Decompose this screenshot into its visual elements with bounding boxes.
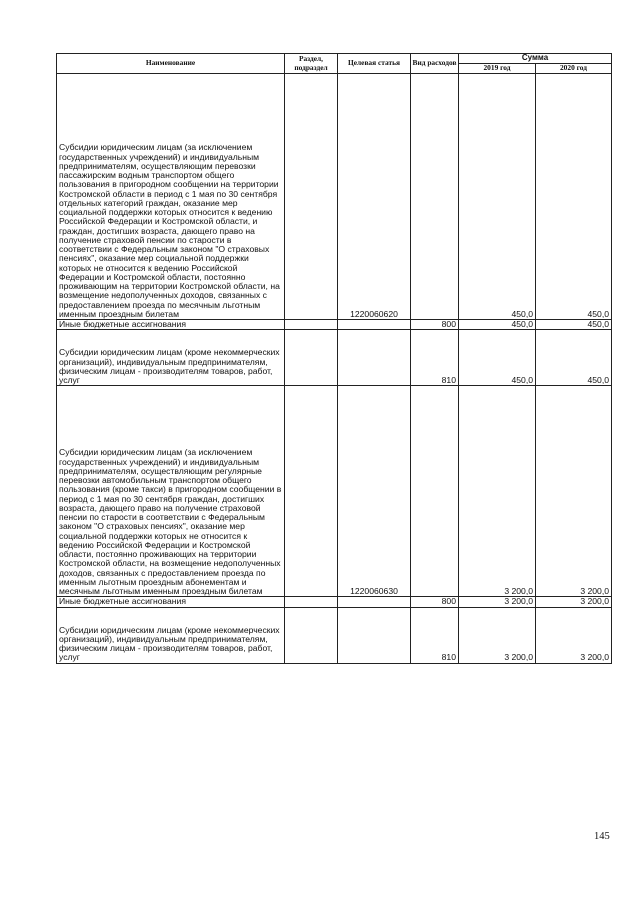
row-type: [411, 74, 459, 320]
row-section: [285, 597, 338, 607]
row-sum-2020: 450,0: [536, 74, 612, 320]
header-year-2020: 2020 год: [536, 64, 612, 74]
row-type: 800: [411, 320, 459, 330]
table-row: [57, 607, 612, 663]
row-name: Иные бюджетные ассигнования: [57, 597, 285, 607]
row-sum-2020: 450,0: [536, 320, 612, 330]
row-sum-2019: 3 200,0: [459, 386, 536, 597]
row-target: 1220060620: [338, 74, 411, 320]
row-type: 810: [411, 330, 459, 386]
row-section: [285, 320, 338, 330]
row-sum-2019: 450,0: [459, 330, 536, 386]
row-sum-2019: 450,0: [459, 74, 536, 320]
header-name: Наименование: [57, 54, 285, 74]
header-sum: Сумма: [459, 54, 612, 64]
row-sum-2020: 450,0: [536, 330, 612, 386]
row-sum-2019: 3 200,0: [459, 597, 536, 607]
row-name: Субсидии юридическим лицам (за исключением государственных учреждений) и индивидуальным предпринимателям, осуществляющим регулярные перевозки автомобильным транспортом общего пользования (кроме такси) в пригородном сообщении в период с 1 мая по 30 сентября граждан, достигших возраста, дающего право на получение страховой пенсии по старости в соответствии с Федеральным законом "О страховых пенсиях", оказание мер социальной поддержки которых не относится к ведению Российской Федерации и Костромской области, постоянно проживающих на территории Костромской области, на возмещение недополученных доходов, связанных с предоставлением проезда по именным льготным проездным абонементам и месячным льготным именным проездным билетам: [57, 386, 285, 597]
row-type: [411, 386, 459, 597]
row-sum-2019: 450,0: [459, 320, 536, 330]
row-name: Субсидии юридическим лицам (кроме некоммерческих организаций), индивидуальным предпринимателям, физическим лицам - производителям товаров, работ, услуг: [57, 330, 285, 386]
table-row: [57, 597, 612, 607]
row-name: Субсидии юридическим лицам (за исключением государственных учреждений) и индивидуальным предпринимателям, осуществляющим перевозки пассажирским водным транспортом общего пользования в пригородном сообщении на территории Костромской области в период с 1 мая по 30 сентября отдельных категорий граждан, оказание мер социальной поддержки которых относится к ведению Российской Федерации и Костромской области, и граждан, достигших возраста, дающего право на получение страховой пенсии по старости в соответствии с Федеральным законом "О страховых пенсиях", оказание мер социальной поддержки которых не относится к ведению Российской Федерации и Костромской области, постоянно проживающим на территории Костромской области, на возмещение недополученных доходов, связанных с предоставлением проезда по месячным льготным именным проездным билетам: [57, 74, 285, 320]
row-sum-2020: 3 200,0: [536, 597, 612, 607]
row-target: [338, 330, 411, 386]
row-section: [285, 330, 338, 386]
header-target: Целевая статья: [338, 54, 411, 74]
row-target: [338, 597, 411, 607]
table-row: [57, 386, 612, 597]
row-sum-2019: 3 200,0: [459, 607, 536, 663]
row-target: 1220060630: [338, 386, 411, 597]
table-row: [57, 330, 612, 386]
row-type: 800: [411, 597, 459, 607]
row-sum-2020: 3 200,0: [536, 386, 612, 597]
row-section: [285, 74, 338, 320]
header-type: Вид расходов: [411, 54, 459, 74]
row-section: [285, 386, 338, 597]
row-type: 810: [411, 607, 459, 663]
row-name: Субсидии юридическим лицам (кроме некоммерческих организаций), индивидуальным предпринимателям, физическим лицам - производителям товаров, работ, услуг: [57, 607, 285, 663]
row-name: Иные бюджетные ассигнования: [57, 320, 285, 330]
budget-table: [56, 53, 612, 664]
header-section: Раздел, подраздел: [285, 54, 338, 74]
row-section: [285, 607, 338, 663]
table-row: [57, 320, 612, 330]
row-sum-2020: 3 200,0: [536, 607, 612, 663]
header-year-2019: 2019 год: [459, 64, 536, 74]
row-target: [338, 320, 411, 330]
row-target: [338, 607, 411, 663]
table-row: [57, 74, 612, 320]
page-number: 145: [594, 831, 610, 842]
